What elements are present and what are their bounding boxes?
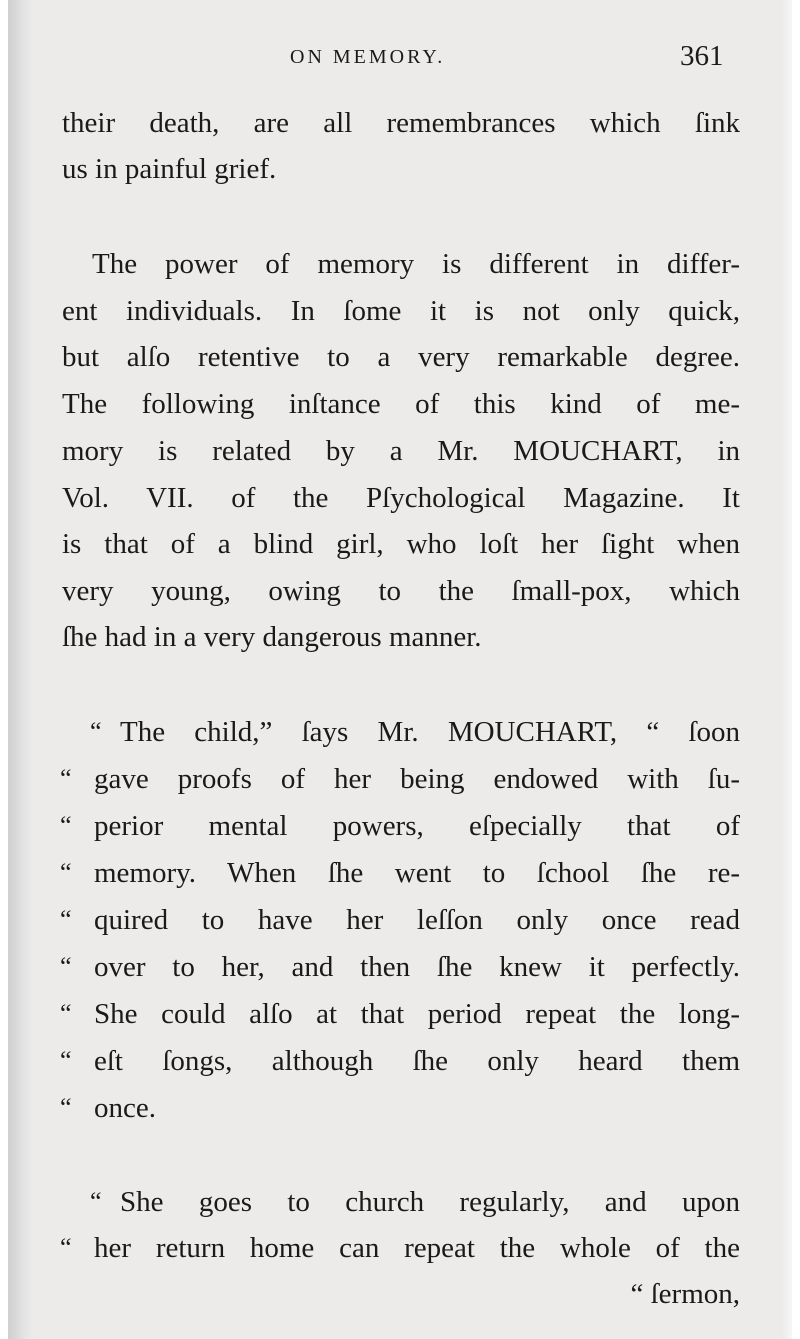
page-header (8, 40, 792, 80)
text-line: but alſo retentive to a very remarkable degree. (62, 341, 740, 373)
text-line: quired to have her leſſon only once read (94, 904, 740, 936)
text-line: She could alſo at that period repeat the long- (94, 998, 740, 1030)
text-line: perior mental powers, eſpecially that of (94, 810, 740, 842)
page-number: 361 (680, 40, 724, 72)
text-line: her return home can repeat the whole of the (94, 1232, 740, 1264)
text-line: She goes to church regularly, and upon (120, 1186, 740, 1218)
quote-mark: “ (60, 764, 72, 793)
quote-mark: “ (60, 952, 72, 981)
text-line: mory is related by a Mr. MOUCHART, in (62, 435, 740, 467)
text-line: ſhe had in a very dangerous manner. (62, 621, 482, 653)
book-page (8, 0, 792, 1339)
quote-mark: “ (60, 1046, 72, 1075)
text-line: eſt ſongs, although ſhe only heard them (94, 1045, 740, 1077)
quote-mark: “ (60, 858, 72, 887)
text-line: The following inſtance of this kind of me- (62, 388, 740, 420)
text-line: very young, owing to the ſmall-pox, which (62, 575, 740, 607)
text-line: memory. When ſhe went to ſchool ſhe re- (94, 857, 740, 889)
quote-mark: “ (60, 1233, 72, 1262)
text-line: ent individuals. In ſome it is not only quick, (62, 295, 740, 327)
text-line: their death, are all remembrances which ſink (62, 107, 740, 139)
quote-mark: “ (60, 999, 72, 1028)
text-line: Vol. VII. of the Pſychological Magazine. It (62, 482, 740, 514)
quote-mark: “ (60, 1093, 72, 1122)
catchword: “ ſermon, (630, 1278, 740, 1310)
text-line: The child,” ſays Mr. MOUCHART, “ ſoon (120, 716, 740, 748)
text-line: The power of memory is different in differ- (92, 248, 740, 280)
quote-mark: “ (90, 1187, 102, 1216)
page-gutter-shadow (8, 0, 34, 1339)
text-line: gave proofs of her being endowed with ſu- (94, 763, 740, 795)
text-line: is that of a blind girl, who loſt her ſight when (62, 528, 740, 560)
text-line: us in painful grief. (62, 153, 277, 185)
quote-mark: “ (90, 717, 102, 746)
text-line: over to her, and then ſhe knew it perfectly. (94, 951, 740, 983)
page-edge (782, 0, 792, 1339)
quote-mark: “ (60, 905, 72, 934)
quote-mark: “ (60, 811, 72, 840)
text-line: once. (94, 1092, 156, 1124)
running-title: ON MEMORY. (290, 46, 446, 68)
